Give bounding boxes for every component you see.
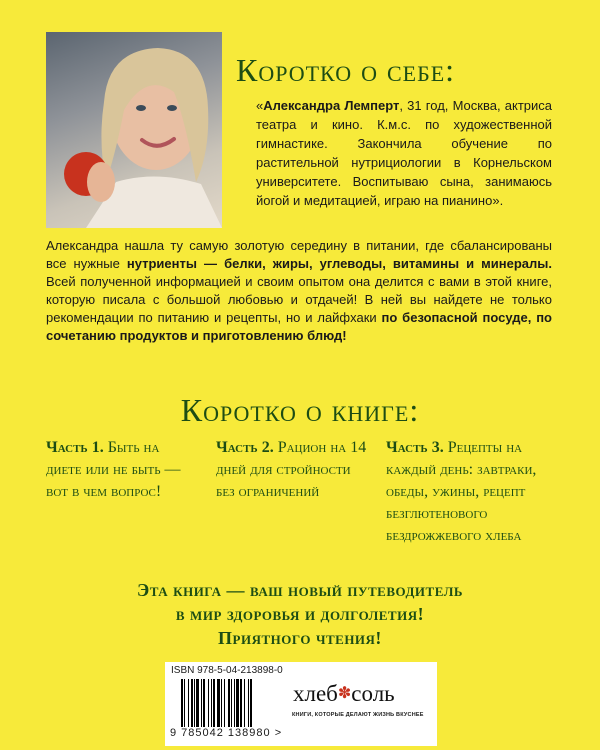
part-1-text: Быть на диете или не быть — вот в чем вопрос!: [46, 439, 181, 500]
about-title: Коротко о себе:: [236, 52, 456, 88]
barcode-bar: [203, 679, 205, 727]
barcode-bar: [208, 679, 209, 727]
barcode-bar: [236, 679, 239, 727]
barcode-bar: [234, 679, 235, 727]
barcode-panel: [165, 662, 437, 746]
barcode-bar: [250, 679, 252, 727]
publisher-name-left: хлеб: [293, 681, 338, 706]
closing-message: [0, 578, 600, 650]
barcode-bar: [188, 679, 189, 727]
barcode-number: 9 785042 138980 >: [170, 727, 283, 739]
closing-line-1: Эта книга — ваш новый путеводитель: [137, 580, 463, 600]
barcode-bar: [184, 679, 185, 727]
barcode-bar: [240, 679, 242, 727]
summary-text-1: Александра нашла ту самую золотую середину в питании, где сбалансированы все нужные: [46, 238, 552, 271]
barcode-bar: [244, 679, 245, 727]
publisher-name-right: соль: [351, 681, 395, 706]
barcode-bar: [213, 679, 215, 727]
publisher-tagline: КНИГИ, КОТОРЫЕ ДЕЛАЮТ ЖИЗНЬ ВКУСНЕЕ: [292, 712, 424, 718]
part-2-text: Рацион на 14 дней для стройности без ограничений: [216, 439, 367, 500]
summary-bold-2: по безопасной посуде, по сочетанию продуктов и приготовлению блюд!: [46, 310, 552, 343]
summary-text-2: Всей полученной информацией и своим опытом она делится с вами в этой книге, которую писала с большой любовью и отдачей! В ней вы найдете не только рекомендации по питанию и рецепты, но и лайфхаки: [46, 274, 552, 325]
part-2: [216, 437, 371, 503]
part-1: [46, 437, 196, 503]
flower-icon: ✽: [337, 685, 352, 702]
barcode-bar: [231, 679, 232, 727]
barcode-bar: [211, 679, 212, 727]
publisher-logo: [293, 681, 395, 707]
author-name: Александра Лемперт: [263, 98, 400, 113]
isbn-label: ISBN 978-5-04-213898-0: [171, 665, 283, 676]
part-2-number: Часть 2.: [216, 439, 274, 456]
book-summary: [46, 237, 552, 345]
author-portrait-illustration: [46, 32, 222, 228]
barcode-bar: [196, 679, 199, 727]
book-section-title: Коротко о книге:: [180, 392, 420, 428]
barcode-bar: [201, 679, 202, 727]
part-3-text: Рецепты на каждый день: завтраки, обеды, ужины, рецепт безглютенового бездрожжевого хлеба: [386, 439, 537, 544]
author-bio: «Александра Лемперт, 31 год, Москва, актриса театра и кино. К.м.с. по художественной гимнастике. Закончила обучение по растительной нутрициологии в Корнельском университете. Воспитываю сына, занимаюсь йогой и медитацией, играю на пианино».: [256, 98, 553, 208]
barcode-bar: [248, 679, 249, 727]
barcode-bar: [191, 679, 193, 727]
barcode-bar: [224, 679, 225, 727]
barcode-bar: [181, 679, 183, 727]
barcode-bars: [181, 679, 281, 727]
summary-bold-1: нутриенты — белки, жиры, углеводы, витамины и минералы.: [126, 256, 552, 271]
part-3-number: Часть 3.: [386, 439, 444, 456]
author-photo: [46, 32, 222, 228]
closing-line-2: в мир здоровья и долголетия!: [175, 604, 425, 624]
barcode-bar: [194, 679, 195, 727]
closing-line-3: Приятного чтения!: [218, 628, 382, 648]
bio-text: , 31 год, Москва, актриса театра и кино. К.м.с. по художественной гимнастике. Закончила обучение по растительной нутрициологии в Корнельском университете. Воспитываю сына, занимаюсь йогой и медитацией, играю на пианино».: [256, 98, 553, 208]
part-1-number: Часть 1.: [46, 439, 104, 456]
barcode-bar: [221, 679, 222, 727]
barcode-bar: [228, 679, 230, 727]
barcode-bar: [217, 679, 220, 727]
part-3: [386, 437, 561, 547]
